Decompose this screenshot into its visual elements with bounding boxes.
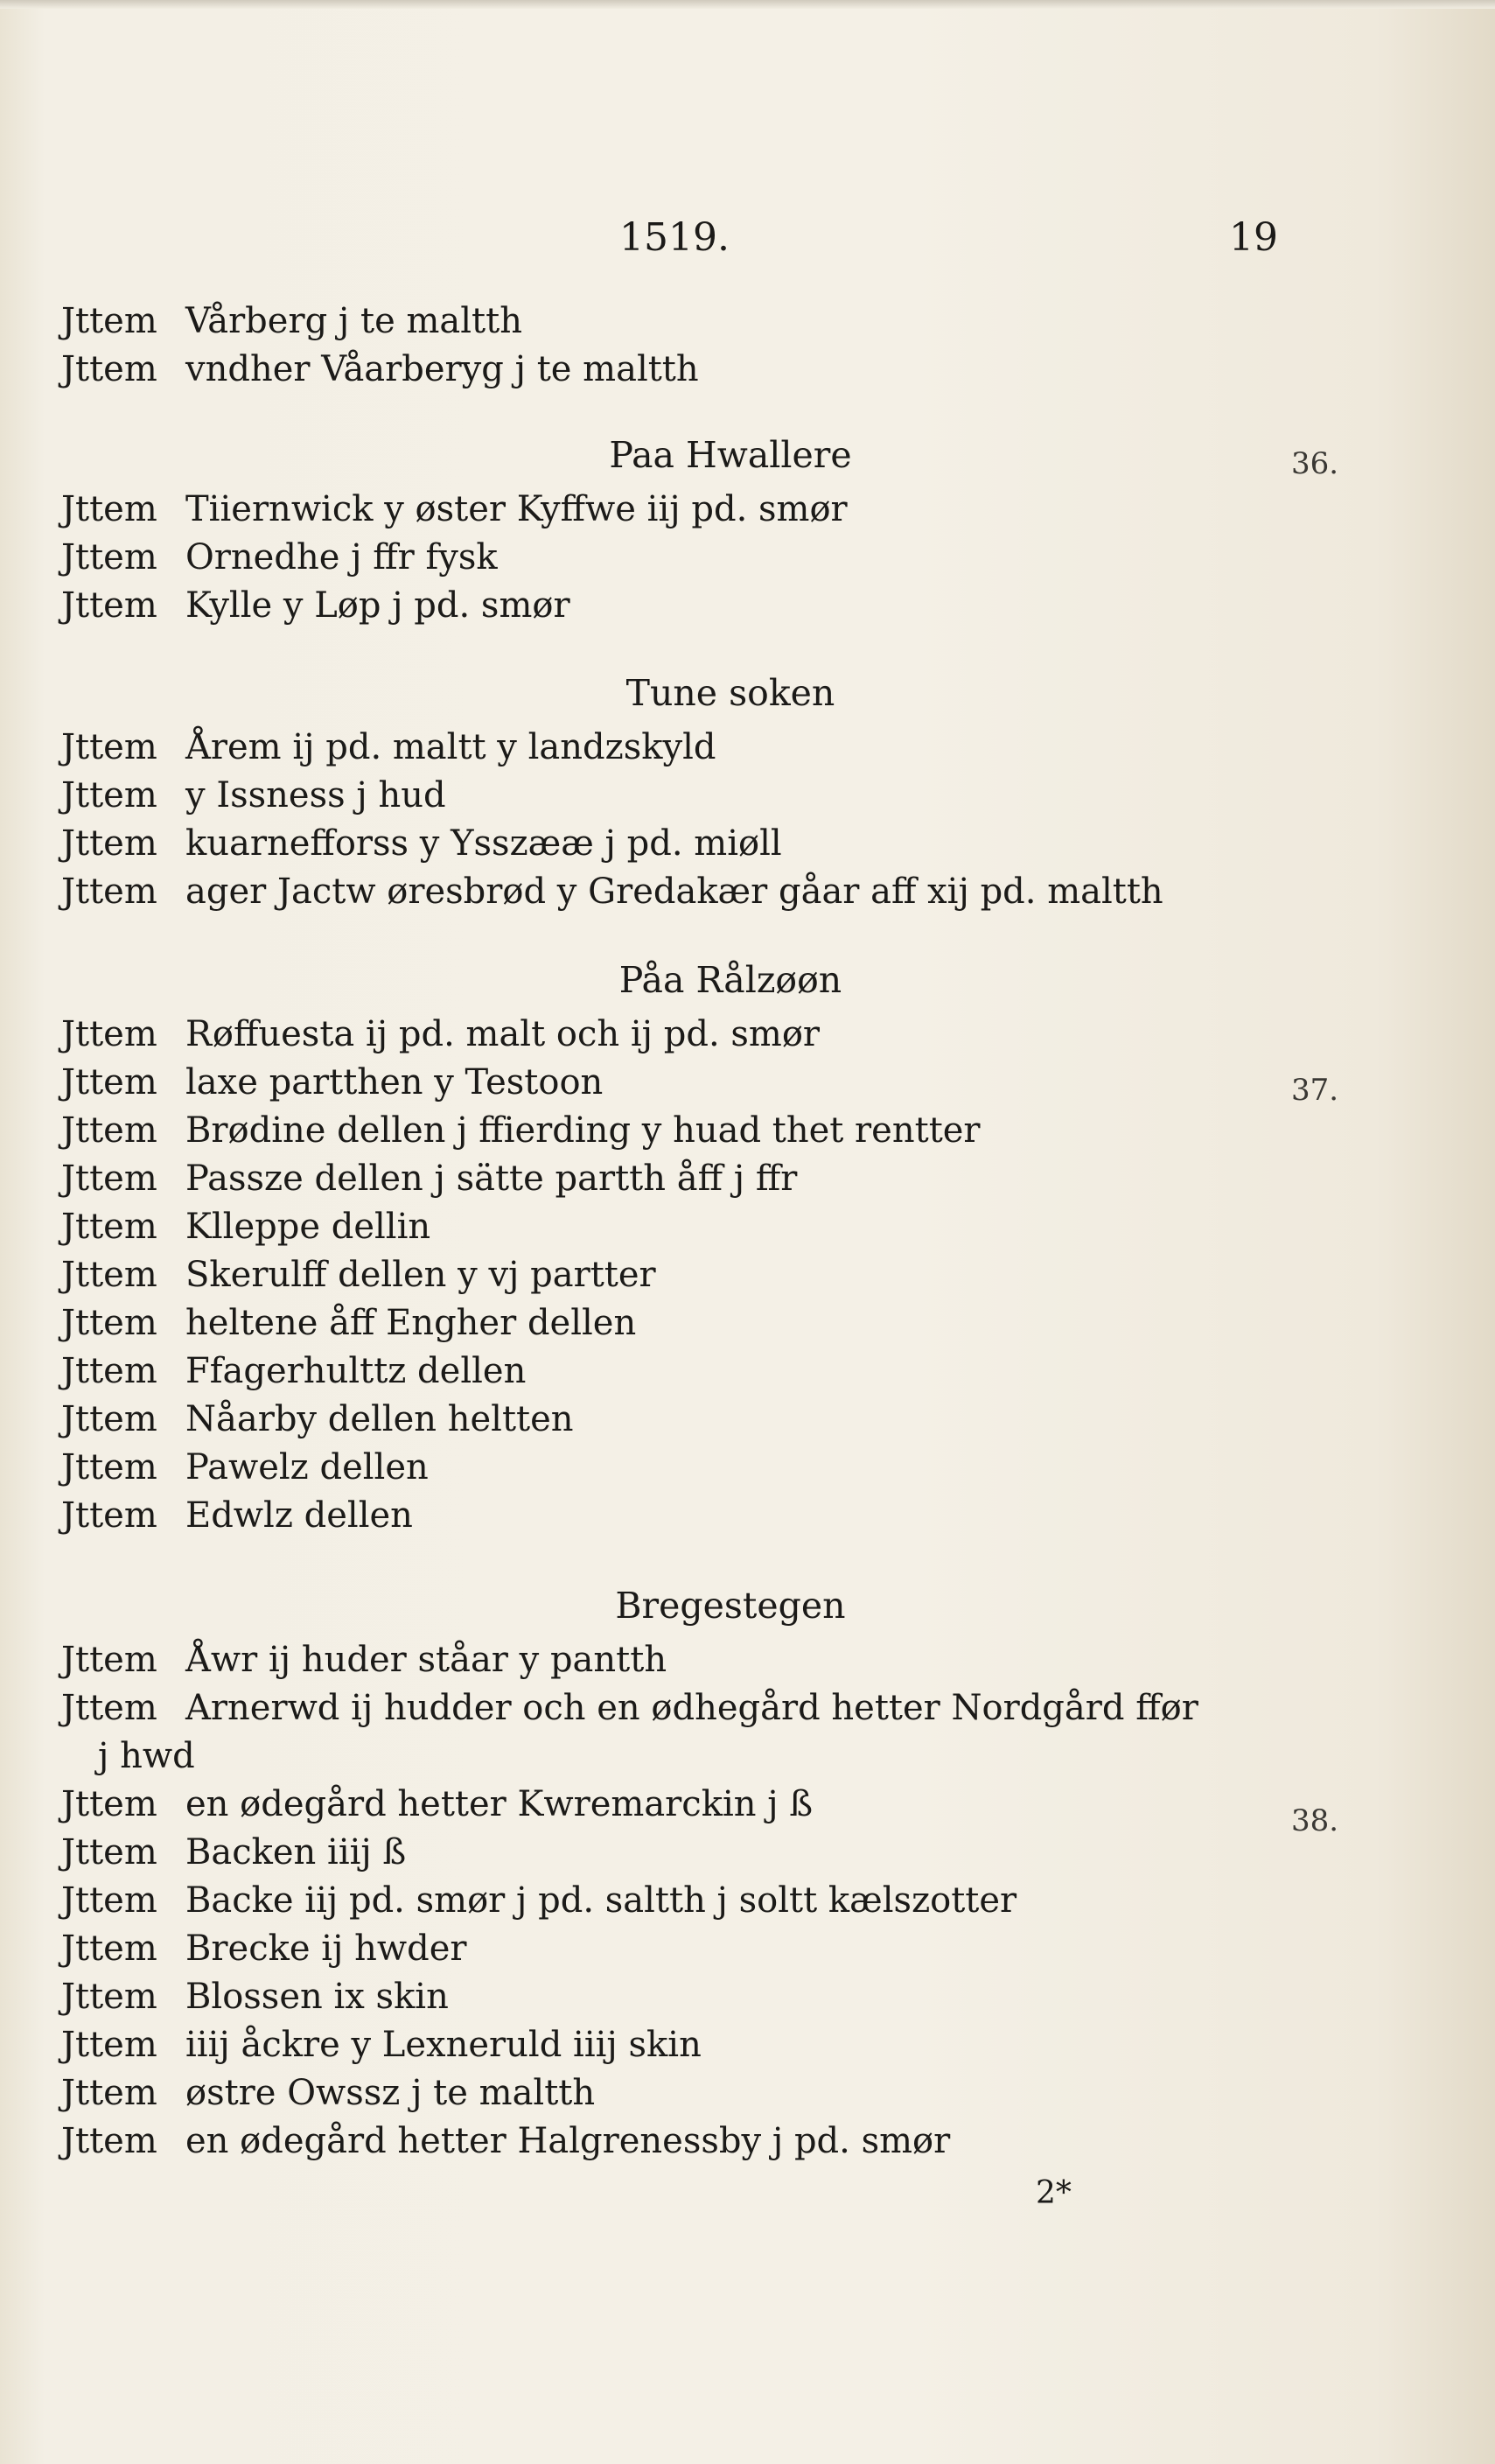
page-number: 19: [1229, 215, 1278, 260]
entry-text: Klleppe dellin: [185, 1207, 431, 1247]
entry-lead: Jttem: [61, 489, 157, 529]
entry-lead: Jttem: [61, 1062, 157, 1102]
section-paa-hwallere: [61, 424, 1277, 630]
entry-line: [61, 1444, 1277, 1492]
entry-line: [61, 346, 1277, 394]
section-heading: Tune soken: [625, 672, 835, 714]
entry-line: [61, 868, 1277, 916]
entry-line: [61, 820, 1277, 868]
entry-line: [61, 1203, 1277, 1251]
entry-lead: Jttem: [61, 823, 157, 864]
entry-lead: Jttem: [61, 1351, 157, 1391]
entry-text: Åwr ij huder ståar y pantth: [185, 1640, 667, 1680]
entry-text: Brødine dellen j ffierding y huad thet rentter: [185, 1110, 981, 1151]
entry-text: en ødegård hetter Halgrenessby j pd. smør: [185, 2121, 951, 2161]
entry-text: Backen iiij ß: [185, 1832, 407, 1872]
entry-text: Passze dellen j sätte partth åff j ffr: [185, 1158, 798, 1199]
entry-lead: Jttem: [61, 1255, 157, 1295]
entry-lead: Jttem: [61, 349, 157, 389]
entry-line: [61, 1107, 1277, 1155]
entry-lead: Jttem: [61, 585, 157, 626]
entry-line: [61, 534, 1277, 582]
entry-line: [61, 1348, 1277, 1396]
entry-text: Edwlz dellen: [185, 1495, 413, 1536]
entry-line: [61, 1925, 1277, 1973]
entry-text: laxe partthen y Testoon: [185, 1062, 604, 1102]
entry-line: [61, 1973, 1277, 2021]
entry-line: [61, 1059, 1277, 1107]
entry-line: [61, 772, 1277, 820]
entry-lead: Jttem: [61, 1447, 157, 1488]
entry-line: [61, 1299, 1277, 1348]
entry-text: Vårberg j te maltth: [185, 301, 522, 341]
entry-lead: Jttem: [61, 1880, 157, 1921]
section-paa-ralzoon: [61, 949, 1277, 1540]
entry-text: østre Owssz j te maltth: [185, 2073, 596, 2113]
entry-text: Skerulff dellen y vj partter: [185, 1255, 656, 1295]
entry-lead: Jttem: [61, 1303, 157, 1343]
entry-lead: Jttem: [61, 727, 157, 767]
entry-lead: Jttem: [61, 1495, 157, 1536]
entry-text: en ødegård hetter Kwremarckin j ß: [185, 1784, 814, 1824]
section-intro: [61, 298, 1277, 394]
entry-lead: Jttem: [61, 1928, 157, 1969]
entry-line: [61, 1781, 1277, 1829]
entry-text: Røffuesta ij pd. malt och ij pd. smør: [185, 1014, 821, 1054]
entry-text: Ornedhe j ffr fysk: [185, 537, 498, 578]
entry-lead: Jttem: [61, 1399, 157, 1439]
section-heading: Påa Rålzøøn: [618, 959, 842, 1001]
entry-line: [61, 2069, 1277, 2118]
entry-lead: Jttem: [61, 537, 157, 578]
entry-line: [61, 1829, 1277, 1877]
entry-text: Backe iij pd. smør j pd. saltth j soltt kælszotter: [185, 1880, 1017, 1921]
entry-lead: Jttem: [61, 2073, 157, 2113]
entry-lead: Jttem: [61, 1014, 157, 1054]
entry-continuation: [61, 1732, 1277, 1781]
entry-line: [61, 1155, 1277, 1203]
entry-lead: Jttem: [61, 2025, 157, 2065]
entry-lead: Jttem: [61, 1110, 157, 1151]
entry-line: [61, 1877, 1277, 1925]
entry-line: [61, 1251, 1277, 1299]
entry-text: Arnerwd ij hudder och en ødhegård hetter Nordgård ffør: [185, 1688, 1198, 1728]
section-heading: Paa Hwallere: [609, 434, 852, 476]
entry-line: [61, 724, 1277, 772]
entry-line: [61, 1011, 1277, 1059]
entry-text: j hwd: [98, 1736, 195, 1776]
entry-text: Årem ij pd. maltt y landzskyld: [185, 727, 716, 767]
entry-lead: Jttem: [61, 1158, 157, 1199]
entry-line: [61, 2118, 1277, 2166]
section-tune-soken: [61, 662, 1277, 916]
entry-line: [61, 486, 1277, 534]
entry-line: [61, 582, 1277, 630]
entry-lead: Jttem: [61, 1640, 157, 1680]
entry-text: iiij åckre y Lexneruld iiij skin: [185, 2025, 702, 2065]
entry-text: vndher Våarberyg j te maltth: [185, 349, 699, 389]
entry-lead: Jttem: [61, 1832, 157, 1872]
entry-lead: Jttem: [61, 775, 157, 816]
entry-lead: Jttem: [61, 1688, 157, 1728]
entry-lead: Jttem: [61, 2121, 157, 2161]
entry-lead: Jttem: [61, 1784, 157, 1824]
entry-text: Pawelz dellen: [185, 1447, 429, 1488]
entry-line: [61, 1396, 1277, 1444]
entry-line: [61, 1636, 1277, 1684]
entry-text: Brecke ij hwder: [185, 1928, 467, 1969]
margin-note: 37.: [1291, 1073, 1339, 1108]
entry-lead: Jttem: [61, 301, 157, 341]
signature-mark: 2*: [1036, 2175, 1072, 2211]
entry-text: y Issness j hud: [185, 775, 446, 816]
entry-line: [61, 1684, 1277, 1732]
margin-note: 38.: [1291, 1803, 1339, 1838]
page-top-edge: [0, 0, 1495, 9]
entry-text: ager Jactw øresbrød y Gredakær gåar aff xij pd. maltth: [185, 872, 1163, 912]
section-bregestegen: [61, 1575, 1277, 2166]
entry-line: [61, 2021, 1277, 2069]
running-head-year: 1519.: [619, 215, 730, 260]
entry-text: Nåarby dellen heltten: [185, 1399, 574, 1439]
page-header: [0, 215, 1495, 259]
entry-lead: Jttem: [61, 872, 157, 912]
entry-text: Ffagerhulttz dellen: [185, 1351, 527, 1391]
entry-text: kuarnefforss y Ysszææ j pd. miøll: [185, 823, 782, 864]
entry-line: [61, 1492, 1277, 1540]
entry-text: heltene åff Engher dellen: [185, 1303, 637, 1343]
entry-text: Tiiernwick y øster Kyffwe iij pd. smør: [185, 489, 848, 529]
entry-line: [61, 298, 1277, 346]
entry-lead: Jttem: [61, 1207, 157, 1247]
entry-text: Kylle y Løp j pd. smør: [185, 585, 570, 626]
section-heading: Bregestegen: [615, 1585, 846, 1627]
margin-note: 36.: [1291, 446, 1339, 481]
entry-text: Blossen ix skin: [185, 1977, 449, 2017]
entry-lead: Jttem: [61, 1977, 157, 2017]
